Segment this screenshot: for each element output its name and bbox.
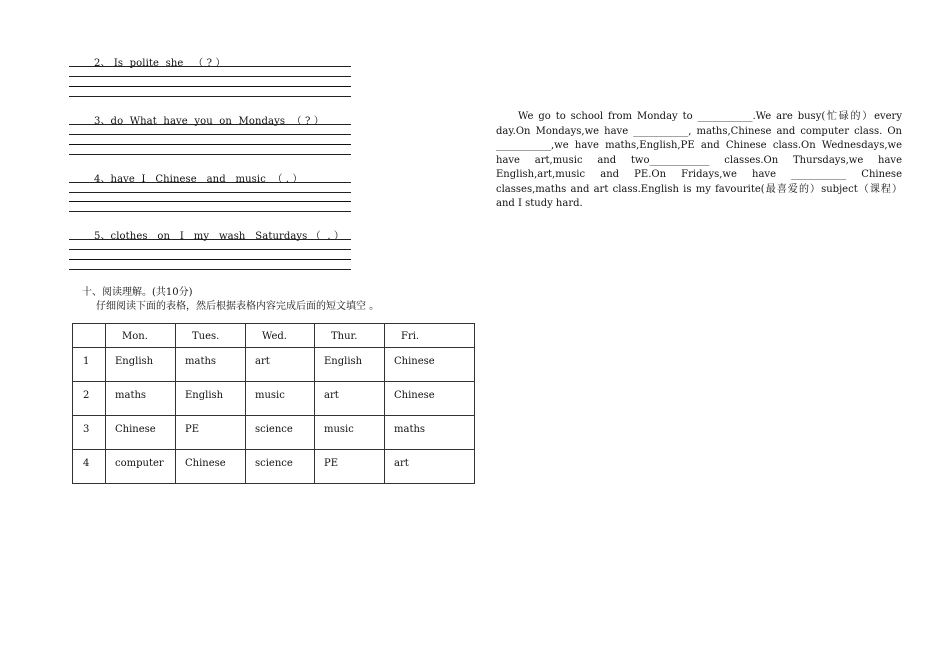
header-cell-tues: Tues.: [176, 324, 246, 348]
table-cell: PE: [315, 450, 385, 484]
table-cell: maths: [385, 416, 475, 450]
timetable: [72, 323, 475, 484]
table-cell: Chinese: [106, 416, 176, 450]
period-number: 4: [73, 450, 106, 484]
answer-line: [69, 201, 351, 202]
table-cell: music: [246, 382, 315, 416]
answer-line: [69, 269, 351, 270]
reading-passage: [496, 110, 902, 212]
answer-line: [69, 124, 351, 125]
answer-line: [69, 96, 351, 97]
table-row: [73, 348, 475, 382]
table-cell: English: [106, 348, 176, 382]
table-cell: maths: [176, 348, 246, 382]
header-cell-thur: Thur.: [315, 324, 385, 348]
table-cell: PE: [176, 416, 246, 450]
table-cell: art: [315, 382, 385, 416]
answer-line: [69, 86, 351, 87]
period-number: 2: [73, 382, 106, 416]
passage-text: We go to school from Monday to ___________.We are busy(忙碌的）every day.On Mondays,we have ___________, maths,Chinese and computer class. On ___________,we have maths,English,PE and Chinese class.On Wednesdays,we have art,music and two____________ classes.On Thursdays,we have English,art,music and PE.On Fridays,we have ___________ Chinese classes,maths and art class.English is my favourite(最喜爱的）subject（课程）and I study hard.: [496, 111, 902, 209]
answer-line: [69, 134, 351, 135]
header-cell-wed: Wed.: [246, 324, 315, 348]
header-cell-mon: Mon.: [106, 324, 176, 348]
table-cell: English: [176, 382, 246, 416]
question-4: 4、have I Chinese and music （ . ）: [94, 174, 303, 185]
section-title: 十、阅读理解。(共10分): [82, 287, 193, 298]
answer-line: [69, 259, 351, 260]
table-cell: art: [246, 348, 315, 382]
answer-line: [69, 182, 351, 183]
header-cell-fri: Fri.: [385, 324, 475, 348]
answer-line: [69, 249, 351, 250]
table-row: [73, 416, 475, 450]
table-cell: science: [246, 416, 315, 450]
answer-line: [69, 76, 351, 77]
timetable-header-row: [73, 324, 475, 348]
answer-line: [69, 144, 351, 145]
answer-line: [69, 239, 351, 240]
answer-line: [69, 154, 351, 155]
period-number: 3: [73, 416, 106, 450]
answer-line: [69, 66, 351, 67]
table-cell: science: [246, 450, 315, 484]
table-cell: Chinese: [385, 382, 475, 416]
table-cell: Chinese: [385, 348, 475, 382]
section-instructions: 仔细阅读下面的表格，然后根据表格内容完成后面的短文填空 。: [96, 301, 380, 312]
table-cell: maths: [106, 382, 176, 416]
table-cell: English: [315, 348, 385, 382]
table-cell: Chinese: [176, 450, 246, 484]
question-5: 5、clothes on I my wash Saturdays （ . ）: [94, 231, 344, 242]
table-cell: computer: [106, 450, 176, 484]
answer-line: [69, 192, 351, 193]
table-row: [73, 382, 475, 416]
table-cell: music: [315, 416, 385, 450]
period-number: 1: [73, 348, 106, 382]
question-2: 2、 Is polite she （ ? ）: [94, 58, 226, 69]
table-cell: art: [385, 450, 475, 484]
question-3: 3、do What have you on Mondays （ ? ）: [94, 116, 324, 127]
header-cell: [73, 324, 106, 348]
answer-line: [69, 211, 351, 212]
table-row: [73, 450, 475, 484]
